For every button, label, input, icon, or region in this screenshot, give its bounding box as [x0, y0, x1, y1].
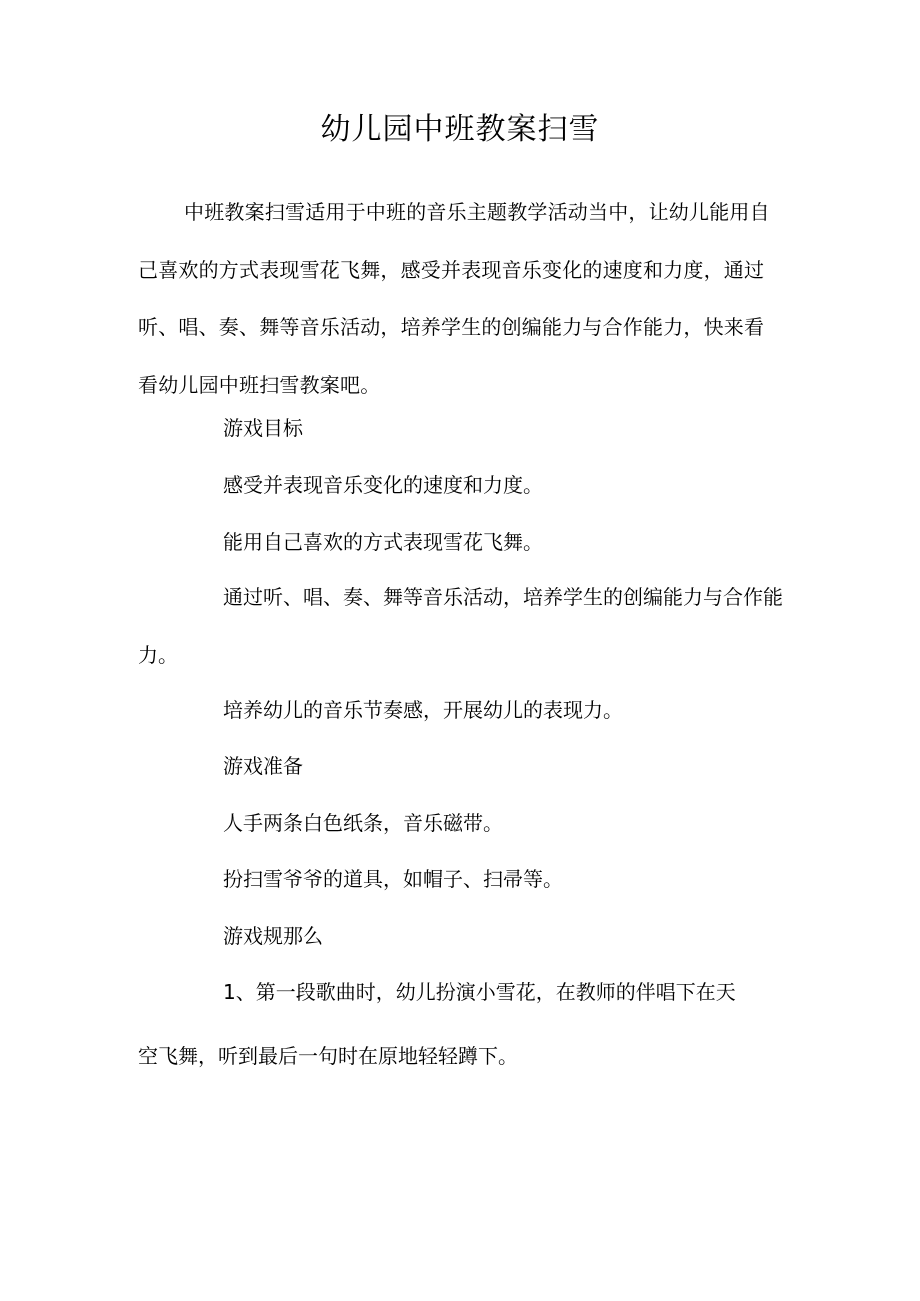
prep-item-1: 人手两条白色纸条，音乐磁带。	[223, 811, 503, 835]
prep-heading: 游戏准备	[223, 754, 303, 778]
rules-heading: 游戏规那么	[223, 924, 323, 948]
intro-line-1: 中班教案扫雪适用于中班的音乐主题教学活动当中，让幼儿能用自	[184, 200, 770, 224]
goals-item-3-line-2: 力。	[138, 642, 178, 667]
rules-step-1-line-2: 空飞舞，听到最后一句时在原地轻轻蹲下。	[138, 1043, 518, 1068]
intro-line-2: 己喜欢的方式表现雪花飞舞，感受并表现音乐变化的速度和力度，通过	[138, 257, 765, 282]
rules-step-1-line-1: 1、第一段歌曲时，幼儿扮演小雪花，在教师的伴唱下在天	[223, 980, 736, 1004]
rules-step-1	[138, 964, 788, 1085]
goals-item-1: 感受并表现音乐变化的速度和力度。	[223, 473, 543, 497]
goals-item-3	[138, 569, 788, 684]
goals-item-2: 能用自己喜欢的方式表现雪花飞舞。	[223, 530, 543, 554]
goals-item-3-line-1: 通过听、唱、奏、舞等音乐活动，培养学生的创编能力与合作能	[223, 585, 783, 609]
intro-paragraph	[138, 184, 788, 414]
goals-item-4: 培养幼儿的音乐节奏感，开展幼儿的表现力。	[223, 698, 623, 722]
intro-line-3: 听、唱、奏、舞等音乐活动，培养学生的创编能力与合作能力，快来看	[138, 315, 765, 339]
document-title: 幼儿园中班教案扫雪	[320, 112, 600, 147]
prep-item-2: 扮扫雪爷爷的道具，如帽子、扫帚等。	[223, 867, 563, 891]
goals-heading: 游戏目标	[223, 416, 303, 440]
intro-line-4: 看幼儿园中班扫雪教案吧。	[138, 372, 381, 397]
